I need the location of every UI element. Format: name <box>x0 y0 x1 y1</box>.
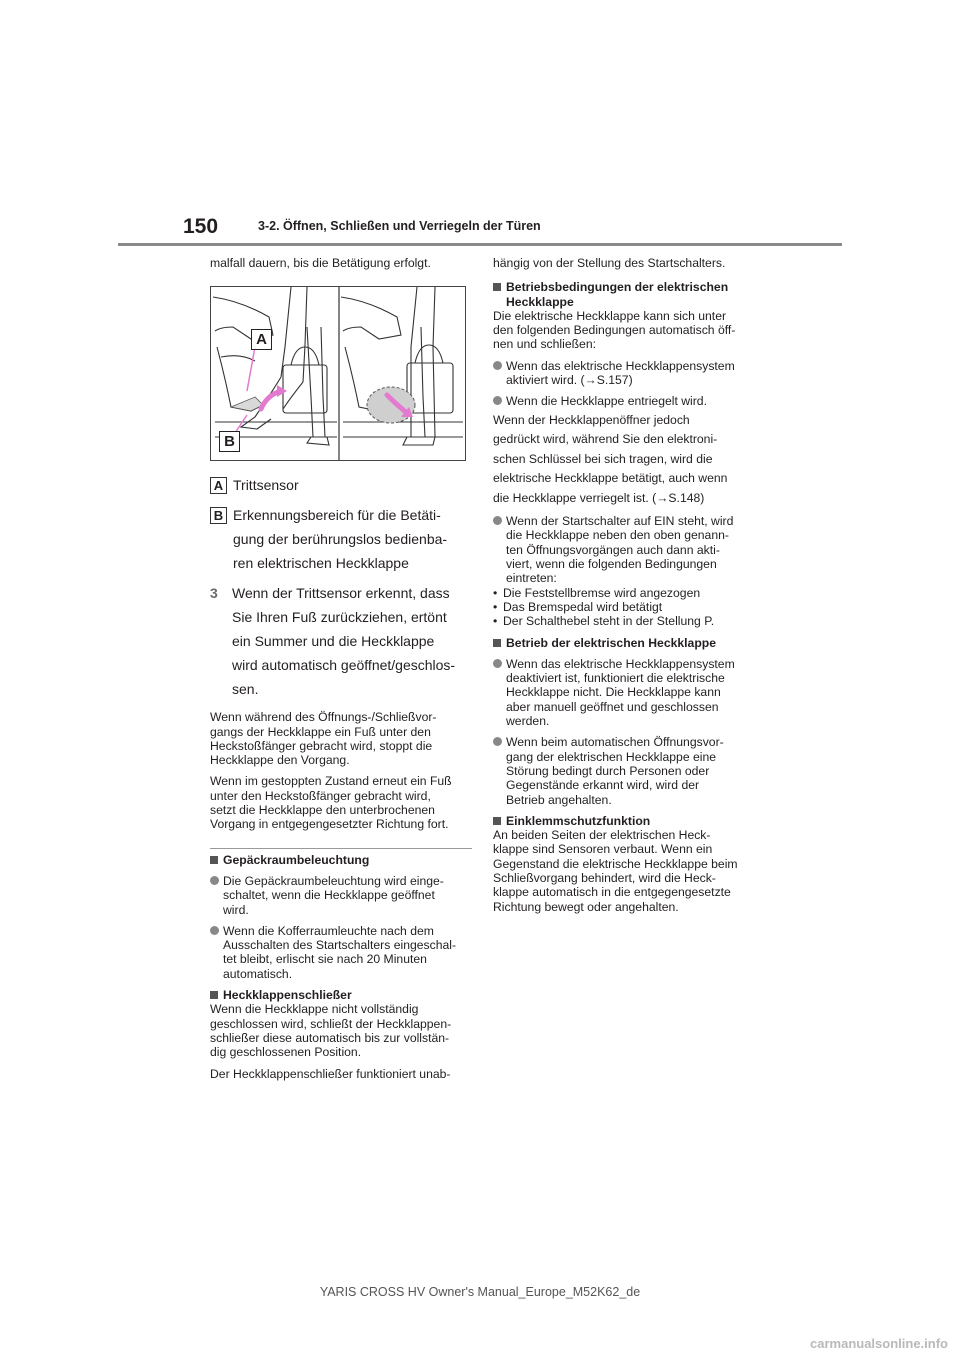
right-intro: hängig von der Stellung des Startschalters. <box>493 256 726 270</box>
footer <box>0 1285 960 1299</box>
circle-bullet-icon <box>493 396 502 405</box>
legend-a-text: Trittsensor <box>233 477 299 494</box>
step-text: ein Summer und die Heckklappe <box>232 633 435 650</box>
kick-sensor-drawing <box>211 287 465 460</box>
step-text: wird automatisch geöffnet/geschlos- <box>232 657 456 674</box>
square-bullet-icon <box>493 817 501 825</box>
sub-item: • Die Feststellbremse wird angezogen <box>493 585 701 600</box>
section-heading: Einklemmschutzfunktion <box>493 814 755 828</box>
square-bullet-icon <box>210 991 218 999</box>
paragraph: Wenn während des Öffnungs-/Schließvor- gangs der Heckklappe ein Fuß unter den Heckstoßfänger gebracht wird, stoppt die Heckklappe den Vorgang. <box>210 710 437 768</box>
bullet-item: Die Gepäckraumbeleuchtung wird einge- schaltet, wenn die Heckklappe geöffnet wird. <box>210 874 472 917</box>
circle-bullet-icon <box>493 516 502 525</box>
step-number: 3 <box>210 585 218 602</box>
circle-bullet-icon <box>493 659 502 668</box>
section-pinch-protection <box>493 814 755 914</box>
step-text: Sie Ihren Fuß zurückziehen, ertönt <box>232 609 447 626</box>
left-intro: malfall dauern, bis die Betätigung erfolgt. <box>210 256 431 270</box>
sub-item: • Das Bremspedal wird betätigt <box>493 599 663 614</box>
step-text: Wenn der Trittsensor erkennt, dass <box>232 585 450 602</box>
legend-b-key: B <box>210 507 227 524</box>
circle-bullet-icon <box>493 737 502 746</box>
bullet-item: Wenn das elektrische Heckklappensystem deaktiviert ist, funktioniert die elektrische Heckklappe nicht. Die Heckklappe kann aber manuell geöffnet und geschlossen werden. <box>493 657 755 728</box>
legend-b-text: ren elektrischen Heckklappe <box>233 555 409 572</box>
sub-item: • Der Schalthebel steht in der Stellung P. <box>493 614 715 629</box>
legend-a <box>210 473 472 497</box>
legend-b-text: gung der berührungslos bedienba- <box>233 531 448 548</box>
bullet-item: Wenn das elektrische Heckklappensystem aktiviert wird. (→S.157) <box>493 359 755 388</box>
step-3 <box>210 581 472 701</box>
section-heading: Heckklappenschließer <box>210 988 472 1002</box>
section-operation <box>493 636 755 807</box>
circle-bullet-icon <box>493 361 502 370</box>
paragraph: An beiden Seiten der elektrischen Heck- klappe sind Sensoren verbaut. Wenn ein Gegenstand die elektrische Heckklappe beim Schließvorgang behindert, wird die Heck- klappe automatisch in die entgegengesetzte Richtung bewegt oder angehalten. <box>493 828 738 914</box>
legend-b-text: Erkennungsbereich für die Betäti- <box>233 507 441 524</box>
section-luggage-light <box>210 848 472 981</box>
bullet-item: Wenn die Heckklappe entriegelt wird. <box>493 394 755 408</box>
square-bullet-icon <box>210 856 218 864</box>
bullet-item: Wenn der Startschalter auf EIN steht, wird die Heckklappe neben den oben genann- ten Öffnungsvorgängen auch dann akti- viert, wenn die folgenden Bedingungen eintreten: <box>493 514 755 585</box>
section-title: 3-2. Öffnen, Schließen und Verriegeln der Türen <box>258 219 541 233</box>
paragraph: Wenn die Heckklappe nicht vollständig geschlossen wird, schließt der Heckklappen- schließer diese automatisch bis zur vollstän- dig geschlossenen Position. <box>210 1002 452 1060</box>
callout-a: A <box>251 329 272 350</box>
step-text: sen. <box>232 681 259 698</box>
circle-bullet-icon <box>210 926 219 935</box>
square-bullet-icon <box>493 639 501 647</box>
legend-a-key: A <box>210 477 227 494</box>
callout-b: B <box>219 431 240 452</box>
page-number: 150 <box>183 215 219 238</box>
legend-b <box>210 503 472 575</box>
left-column <box>210 256 472 1081</box>
section-heading: Betriebsbedingungen der elektrischen Heckklappe <box>493 280 755 309</box>
header-rule <box>118 243 842 246</box>
section-tailgate-closer <box>210 988 472 1081</box>
bullet-item: Wenn die Kofferraumleuchte nach dem Ausschalten des Startschalters eingeschal- tet bleibt, erlischt sie nach 20 Minuten automatisch. <box>210 924 472 981</box>
circle-bullet-icon <box>210 876 219 885</box>
left-panel-drawing <box>213 287 337 445</box>
footer-manual-id: YARIS CROSS HV Owner's Manual_Europe_M52K62_de <box>319 1285 641 1299</box>
illustration-kick-sensor <box>210 286 466 461</box>
bullet-item: Wenn beim automatischen Öffnungsvor- gang der elektrischen Heckklappe eine Störung bedingt durch Personen oder Gegenstände erkannt wird, wird der Betrieb angehalten. <box>493 735 755 806</box>
section-heading: Betrieb der elektrischen Heckklappe <box>493 636 755 650</box>
paragraph: Wenn im gestoppten Zustand erneut ein Fuß unter den Heckstoßfänger gebracht wird, setzt die Heckklappe den unterbrochenen Vorgang in entgegengesetzter Richtung fort. <box>210 774 452 832</box>
section-heading: Gepäckraumbeleuchtung <box>210 853 472 867</box>
watermark: carmanualsonline.info <box>810 1336 948 1351</box>
paragraph: Der Heckklappenschließer funktioniert unab- <box>210 1066 451 1081</box>
section-operating-conditions <box>493 280 755 628</box>
square-bullet-icon <box>493 283 501 291</box>
paragraph: Die elektrische Heckklappe kann sich unter den folgenden Bedingungen automatisch öff- nen und schließen: <box>493 308 736 352</box>
right-column <box>493 256 755 914</box>
paragraph: Wenn der Heckklappenöffner jedoch gedrückt wird, während Sie den elektroni- schen Schlüssel bei sich tragen, wird die elektrische Heckklappe betätigt, auch wenn die Heckklappe verriegelt ist. (→S.148) <box>493 412 728 505</box>
